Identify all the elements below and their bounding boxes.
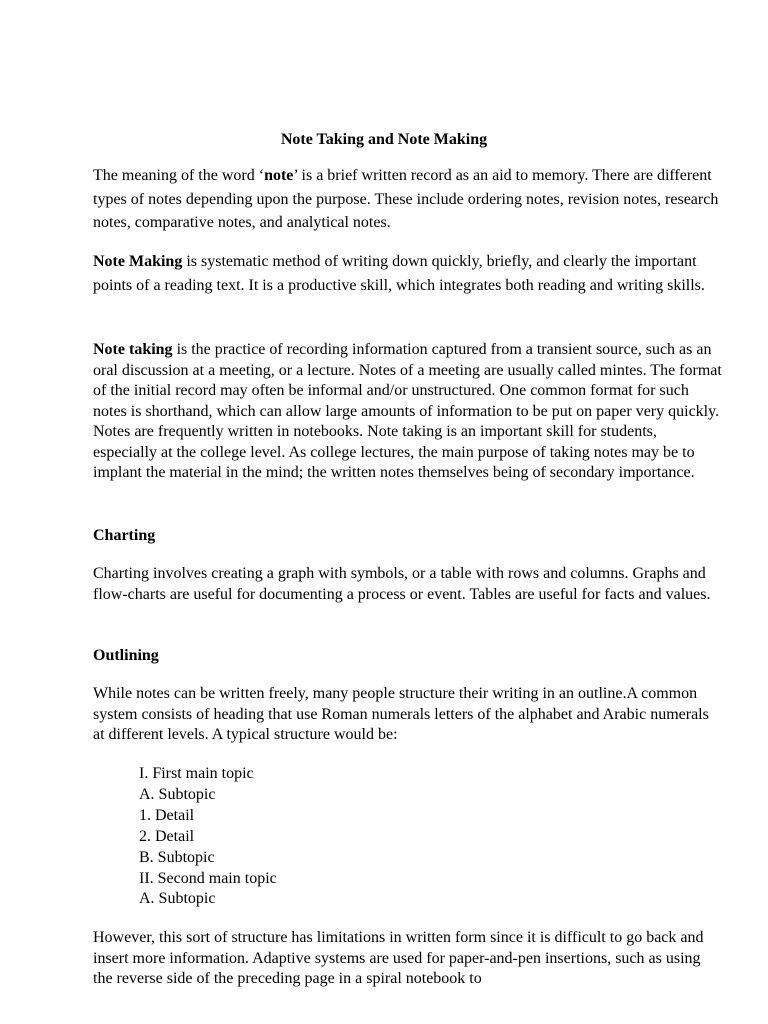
intro-text-after: ’ is a brief written record as an aid to memory. There are different types of notes depending upon the purpose. These include ordering notes, revision notes, research notes, comparative notes, and analytical notes. xyxy=(93,167,719,231)
note-taking-term: Note taking xyxy=(93,341,173,358)
outline-item: 2. Detail xyxy=(139,827,195,845)
outline-item: II. Second main topic xyxy=(139,869,277,887)
note-taking-text: is the practice of recording information captured from a transient source, such as an oral discussion at a meeting, or a lecture. Notes of a meeting are usually called mintes. The format of the initial record may often be informal and/or unstructured. One common format for such notes is shorthand, which can allow large amounts of information to be put on paper very quickly. Notes are frequently written in notebooks. Note taking is an important skill for students, especially at the college level. As college lectures, the main purpose of taking notes may be to implant the material in the mind; the written notes themselves being of secondary importance. xyxy=(93,341,722,481)
note-making-paragraph xyxy=(93,250,723,297)
outlining-paragraph: While notes can be written freely, many people structure their writing in an outline.A common system consists of heading that use Roman numerals letters of the alphabet and Arabic numerals at different levels. A typical structure would be: xyxy=(93,685,709,743)
intro-text-before: The meaning of the word ‘ xyxy=(93,167,265,184)
charting-heading: Charting xyxy=(93,527,156,544)
charting-paragraph: Charting involves creating a graph with symbols, or a table with rows and columns. Graphs and flow-charts are useful for documenting a process or event. Tables are useful for facts and values. xyxy=(93,565,711,603)
note-making-term: Note Making xyxy=(93,253,183,270)
outline-item: A. Subtopic xyxy=(139,890,216,908)
note-taking-paragraph xyxy=(93,340,723,484)
intro-term: note xyxy=(264,167,294,184)
closing-paragraph: However, this sort of structure has limitations in written form since it is difficult to go back and insert more information. Adaptive systems are used for paper-and-pen insertions, such as using the reverse side of the preceding page in a spiral notebook to xyxy=(93,929,704,987)
outline-list xyxy=(139,764,277,910)
intro-paragraph xyxy=(93,164,723,235)
outline-item: A. Subtopic xyxy=(139,785,216,803)
page-title: Note Taking and Note Making xyxy=(280,131,488,148)
outlining-heading: Outlining xyxy=(93,647,159,664)
outline-item: B. Subtopic xyxy=(139,848,215,866)
note-making-text: is systematic method of writing down quickly, briefly, and clearly the important points of a reading text. It is a productive skill, which integrates both reading and writing skills. xyxy=(93,253,705,294)
outline-item: 1. Detail xyxy=(139,806,195,824)
outline-item: I. First main topic xyxy=(139,765,254,782)
